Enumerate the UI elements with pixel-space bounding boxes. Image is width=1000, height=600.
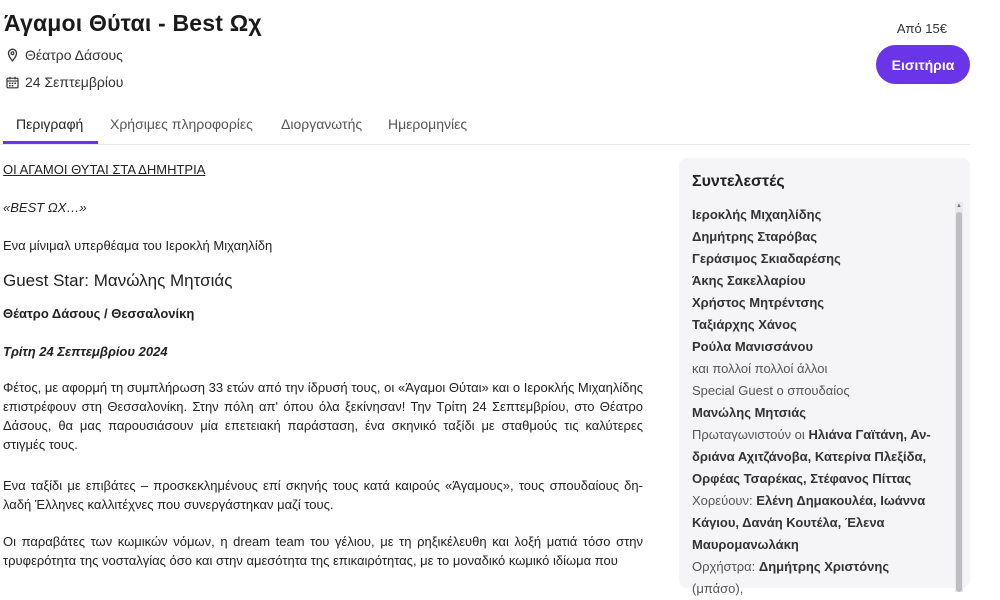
orchestra-credit xyxy=(692,556,944,600)
description-paragraph: Οι παραβάτες των κωμικών νόμων, η dream team του γέλιου, με τη ρηξικέλευθη και λοξή ματιά τόσο στην τρυφερότητα της νοσταλγίας όσο και στην αμεσότητα της επικαιρότητας, με το μοναδικό κωμικό ιδίωμα που xyxy=(3,534,643,568)
tab-bar xyxy=(0,108,970,145)
credit-name: Δημήτρης Σταρόβας xyxy=(692,229,818,244)
special-guest-label: Special Guest ο σπουδαίος xyxy=(692,383,850,398)
leads-credit xyxy=(692,424,944,490)
active-tab-indicator xyxy=(3,141,98,144)
event-date-text: 24 Σεπτεμβρίου xyxy=(25,74,124,90)
credit-name: Χρήστος Μητρέντσης xyxy=(692,295,825,310)
description-venue: Θέατρο Δάσους / Θεσσαλονίκη xyxy=(3,306,195,321)
description-tagline: Ενα μίνιμαλ υπερθέαμα του Ιεροκλή Μιχαηλίδη xyxy=(3,238,273,253)
description-paragraph: Φέτος, με αφορμή τη συμπλήρωση 33 ετών από την ίδρυσή τους, οι «Άγαμοι Θύται» και ο Ιεροκλής Μιχαηλίδης επιστρέφουν στη Θεσσαλονίκη. Στην πόλη απ' όπου όλα ξεκίνησαν! Την Τρίτη 24 Σεπτεμβρίου, στο Θέατρο Δάσους, θα μας παρουσιάσουν μία επετειακή παράσταση, ένα σκηνικό ταξίδι με σταθμούς τις καλύτερες στιγμές τους. xyxy=(3,380,643,452)
credit-name: Ιεροκλής Μιχαηλίδης xyxy=(692,207,822,222)
credits-title: Συντελεστές xyxy=(692,173,785,190)
orchestra-role: (μπάσο), xyxy=(692,581,744,596)
dancers-names: Ελένη Δημακουλέα, Ιωάννα Κάγιου, Δανάη Κουτέλα, Έλενα Μαυρομανωλάκη xyxy=(692,493,926,552)
calendar-icon xyxy=(6,76,19,89)
price-label: Από 15€ xyxy=(896,21,947,36)
credit-name: Άκης Σακελλαρίου xyxy=(692,273,806,288)
credits-scrollbar[interactable] xyxy=(955,202,963,592)
orchestra-label: Ορχήστρα: xyxy=(692,559,756,574)
guest-star-heading: Guest Star: Μανώλης Μητσιάς xyxy=(3,271,233,290)
event-date xyxy=(6,74,123,90)
tab-organizer[interactable]: Διοργανωτής xyxy=(281,116,363,132)
orchestra-names: Δημήτρης Χριστόνης xyxy=(758,559,890,574)
description-subtitle: «BEST ΩΧ…» xyxy=(3,200,87,215)
tickets-button[interactable]: Εισιτήρια xyxy=(876,45,970,84)
description-date: Τρίτη 24 Σεπτεμβρίου 2024 xyxy=(3,344,168,359)
credits-list xyxy=(692,204,944,600)
credit-name: Ταξιάρχης Χάνος xyxy=(692,317,797,332)
dancers-label: Χορεύουν: xyxy=(692,493,753,508)
leads-names: Ηλιάνα Γαϊτάνη, Ανδριάνα Αχιτζάνοβα, Κατερίνα Πλεξίδα, Ορφέας Τσαρέκας, Στέφανος Πίττας xyxy=(692,427,931,486)
tab-useful-info[interactable]: Χρήσιμες πληροφορίες xyxy=(110,116,253,132)
description-heading: ΟΙ ΑΓΑΜΟΙ ΘΥΤΑΙ ΣΤΑ ΔΗΜΗΤΡΙΑ xyxy=(3,162,206,177)
location-pin-icon xyxy=(6,48,19,62)
credit-note: και πολλοί πολλοί άλλοι xyxy=(692,361,828,376)
special-guest-name: Μανώλης Μητσιάς xyxy=(692,405,807,420)
leads-label: Πρωταγωνιστούν οι xyxy=(692,427,805,442)
credit-name: Γεράσιμος Σκιαδαρέσης xyxy=(692,251,841,266)
event-venue-text: Θέατρο Δάσους xyxy=(25,47,123,63)
scroll-up-arrow-icon[interactable]: ▲ xyxy=(956,203,962,209)
description-paragraph: Ενα ταξίδι με επιβάτες – προσκεκλημένους επί σκηνής τους κατά καιρούς «Άγαμους», τους σπουδαίους δηλαδή Έλληνες καλλιτέχνες που συνεργάστηκαν μαζί τους. xyxy=(3,478,643,512)
credits-scrollbar-thumb[interactable] xyxy=(956,212,962,592)
tab-dates[interactable]: Ημερομηνίες xyxy=(388,116,468,132)
dancers-credit xyxy=(692,490,944,556)
credit-name: Ρούλα Μανισσάνου xyxy=(692,339,814,354)
event-title: Άγαμοι Θύται - Best Ωχ xyxy=(4,10,262,36)
event-venue xyxy=(6,47,123,63)
tab-description[interactable]: Περιγραφή xyxy=(16,116,84,132)
credits-panel xyxy=(679,158,970,596)
